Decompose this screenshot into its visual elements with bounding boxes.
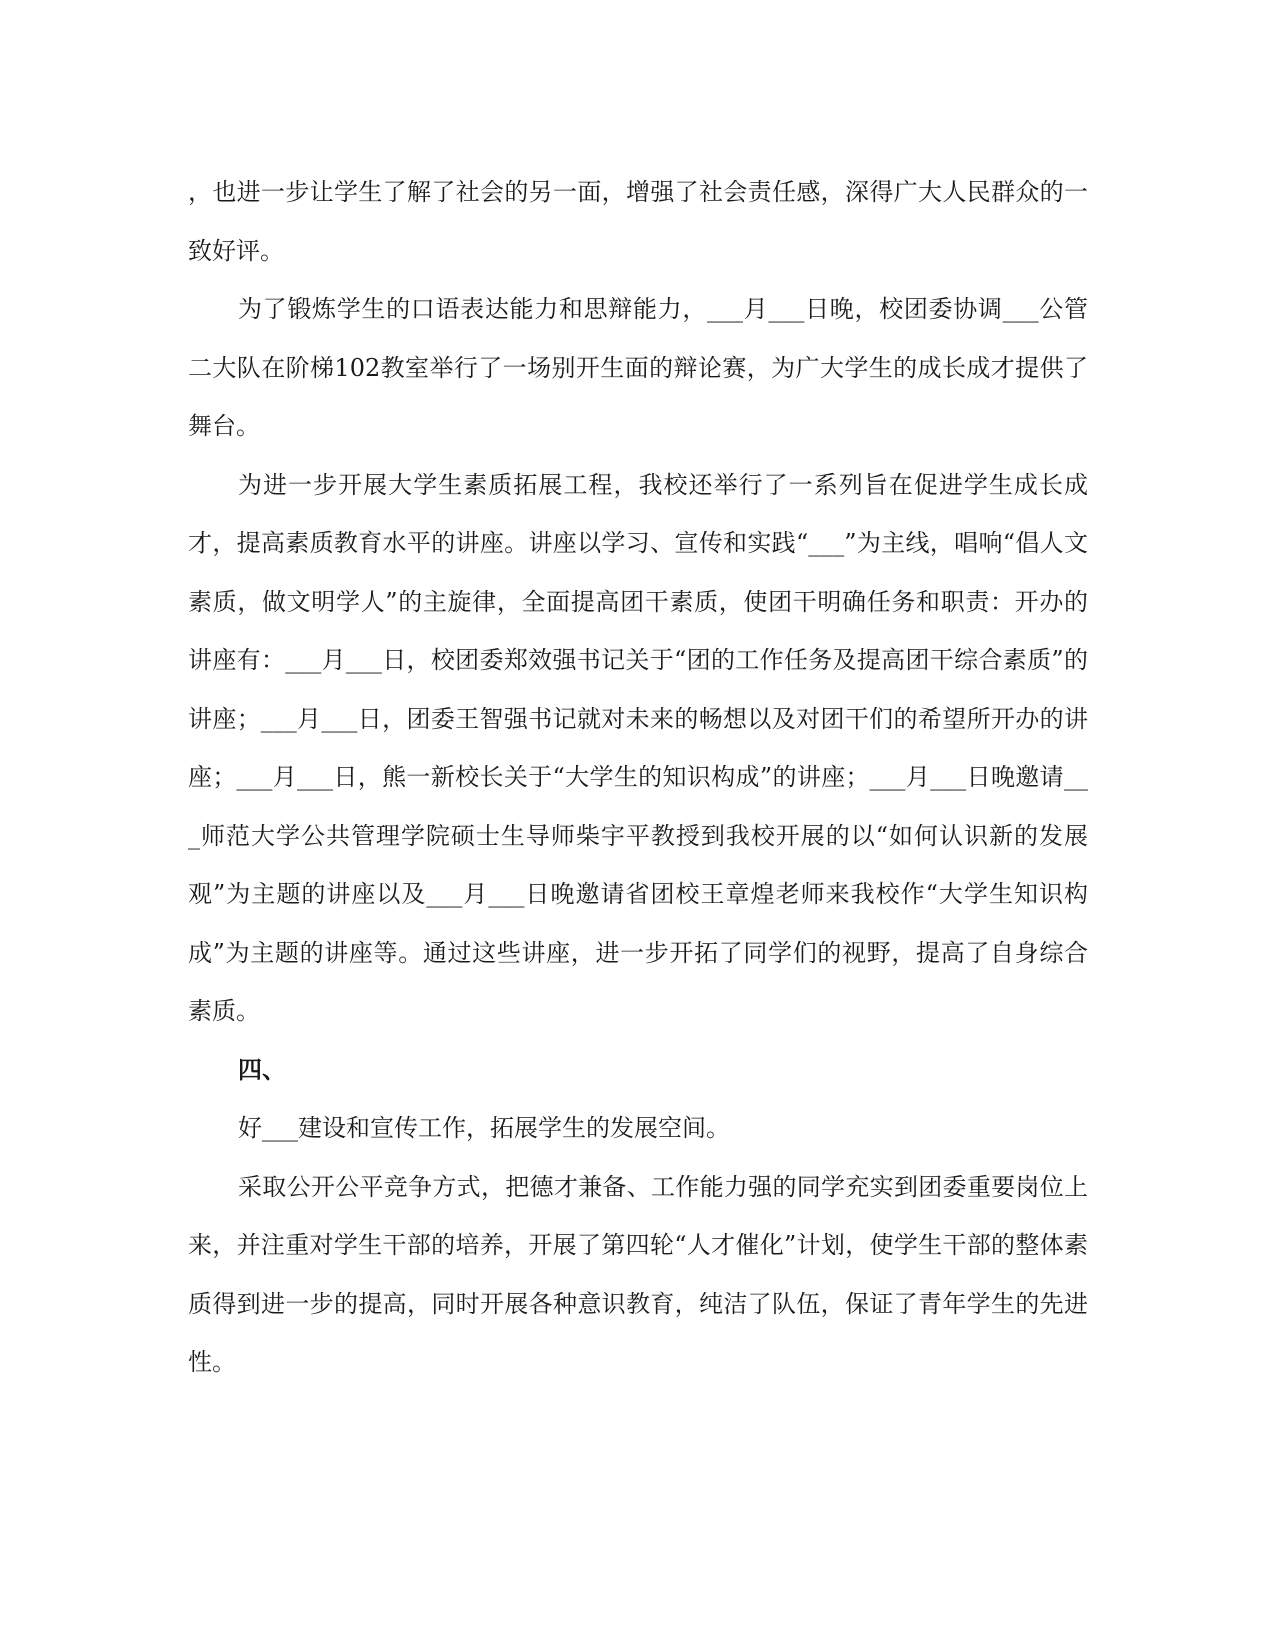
paragraph-section-intro: 好___建设和宣传工作，拓展学生的发展空间。 bbox=[238, 1114, 730, 1142]
document-body bbox=[188, 163, 1088, 1392]
section-heading-four: 四、 bbox=[238, 1054, 286, 1084]
paragraph-lectures: 为进一步开展大学生素质拓展工程，我校还举行了一系列旨在促进学生成长成才，提高素质教育水平的讲座。讲座以学习、宣传和实践“___”为主线，唱响“倡人文素质，做文明学人”的主旋律，全面提高团干素质，使团干明确任务和职责：开办的讲座有：___月___日，校团委郑效强书记关于“团的工作任务及提高团干综合素质”的讲座；___月___日，团委王智强书记就对未来的畅想以及对团干们的希望所开办的讲座；___月___日，熊一新校长关于“大学生的知识构成”的讲座；___月___日晚邀请___师范大学公共管理学院硕士生导师柴宇平教授到我校开展的以“如何认识新的发展观”为主题的讲座以及___月___日晚邀请省团校王章煌老师来我校作“大学生知识构成”为主题的讲座等。通过这些讲座，进一步开拓了同学们的视野，提高了自身综合素质。 bbox=[188, 470, 1088, 1025]
paragraph-continuation: ，也进一步让学生了解了社会的另一面，增强了社会责任感，深得广大人民群众的一致好评。 bbox=[188, 178, 1088, 265]
paragraph-cadre-training: 采取公开公平竞争方式，把德才兼备、工作能力强的同学充实到团委重要岗位上来，并注重对学生干部的培养，开展了第四轮“人才催化”计划，使学生干部的整体素质得到进一步的提高，同时开展各种意识教育，纯洁了队伍，保证了青年学生的先进性。 bbox=[188, 1172, 1088, 1376]
paragraph-debate: 为了锻炼学生的口语表达能力和思辩能力，___月___日晚，校团委协调___公管二大队在阶梯102教室举行了一场别开生面的辩论赛，为广大学生的成长成才提供了舞台。 bbox=[188, 295, 1088, 440]
